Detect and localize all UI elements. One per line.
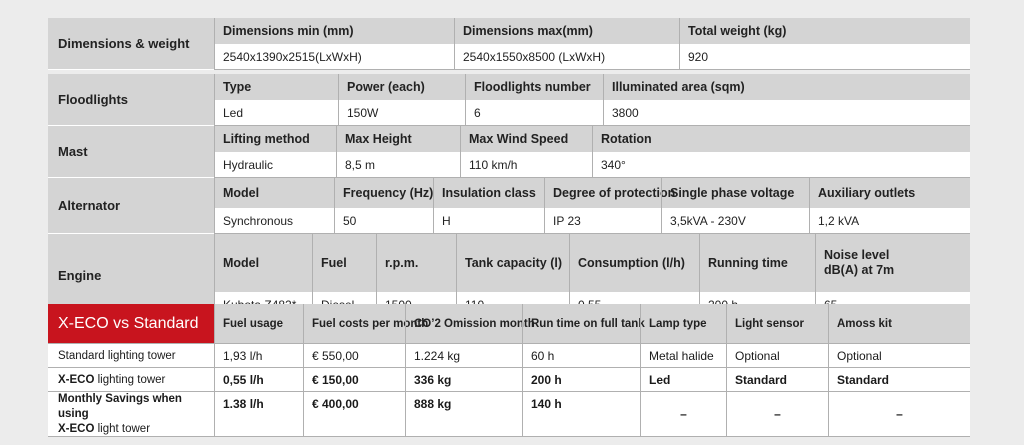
header-cell: Max Height xyxy=(336,126,460,152)
value-cell: – xyxy=(640,392,726,436)
header-cell: Lifting method xyxy=(214,126,336,152)
value-cell: 1.38 l/h xyxy=(214,392,303,436)
spec-sheet xyxy=(48,18,970,436)
header-cell: Degree of protection xyxy=(544,178,661,208)
header-cell: Insulation class xyxy=(433,178,544,208)
header-cell: Frequency (Hz) xyxy=(334,178,433,208)
value-cell: 1,93 l/h xyxy=(214,344,303,368)
comparison-row-savings xyxy=(48,391,970,437)
value-cell: 336 kg xyxy=(405,368,522,392)
comparison-title: X-ECO vs Standard xyxy=(48,304,214,343)
header-cell: Lamp type xyxy=(640,304,726,343)
value-cell: Led xyxy=(640,368,726,392)
header-row xyxy=(214,126,970,152)
value-cell: 3800 xyxy=(603,100,970,125)
section-label-mast: Mast xyxy=(48,126,214,178)
value-row xyxy=(214,208,970,234)
comparison-header-row xyxy=(48,304,970,343)
comparison-row-xeco xyxy=(48,367,970,392)
brand-text: X-ECO xyxy=(58,373,95,386)
header-cell: Dimensions max(mm) xyxy=(454,18,679,44)
header-cell: Single phase voltage xyxy=(661,178,809,208)
header-cell: Type xyxy=(214,74,338,100)
value-cell: € 150,00 xyxy=(303,368,405,392)
value-cell: 888 kg xyxy=(405,392,522,436)
header-cell: Floodlights number xyxy=(465,74,603,100)
value-cell: Standard xyxy=(828,368,970,392)
value-cell: 2540x1550x8500 (LxWxH) xyxy=(454,44,679,69)
comparison-row-standard xyxy=(48,343,970,368)
value-cell: Standard xyxy=(726,368,828,392)
value-cell: 50 xyxy=(334,208,433,233)
value-cell: Hydraulic xyxy=(214,152,336,177)
section-floodlights xyxy=(48,74,970,126)
header-cell: Fuel usage xyxy=(214,304,303,343)
value-cell: € 400,00 xyxy=(303,392,405,436)
noise-level-line2: dB(A) at 7m xyxy=(824,263,895,277)
value-cell: 8,5 m xyxy=(336,152,460,177)
header-row xyxy=(214,234,970,292)
header-cell: Total weight (kg) xyxy=(679,18,970,44)
value-cell: € 550,00 xyxy=(303,344,405,368)
header-cell: Light sensor xyxy=(726,304,828,343)
header-cell: Consumption (l/h) xyxy=(569,234,699,292)
value-cell: 140 h xyxy=(522,392,640,436)
section-mast xyxy=(48,126,970,178)
noise-level-line1: Noise level xyxy=(824,248,890,262)
value-cell: 0,55 l/h xyxy=(214,368,303,392)
value-cell: 150W xyxy=(338,100,465,125)
brand-text: X-ECO xyxy=(58,422,95,435)
row-label: Standard lighting tower xyxy=(58,349,176,362)
header-cell-noise xyxy=(815,234,970,292)
header-cell: Model xyxy=(214,178,334,208)
value-cell: H xyxy=(433,208,544,233)
section-label-dimensions: Dimensions & weight xyxy=(48,18,214,70)
value-cell: 60 h xyxy=(522,344,640,368)
value-cell: – xyxy=(726,392,828,436)
section-alternator xyxy=(48,178,970,234)
header-cell: Auxiliary outlets xyxy=(809,178,970,208)
header-row xyxy=(214,18,970,44)
value-cell: 1.224 kg xyxy=(405,344,522,368)
section-comparison xyxy=(48,304,970,436)
header-cell: Model xyxy=(214,234,312,292)
section-label-engine: Engine xyxy=(48,234,214,318)
value-cell: 340° xyxy=(592,152,970,177)
value-row xyxy=(214,100,970,126)
value-row xyxy=(214,44,970,70)
header-cell: Run time on full tank xyxy=(522,304,640,343)
value-cell: Led xyxy=(214,100,338,125)
header-cell: Rotation xyxy=(592,126,970,152)
header-cell: CO’2 Omission month xyxy=(405,304,522,343)
value-cell: 920 xyxy=(679,44,970,69)
section-dimensions xyxy=(48,18,970,70)
row-label-line2 xyxy=(58,422,150,437)
header-cell: Fuel xyxy=(312,234,376,292)
header-cell: Tank capacity (l) xyxy=(456,234,569,292)
value-cell: 1,2 kVA xyxy=(809,208,970,233)
value-cell: 2540x1390x2515(LxWxH) xyxy=(214,44,454,69)
section-label-alternator: Alternator xyxy=(48,178,214,234)
value-cell: Optional xyxy=(828,344,970,368)
row-label xyxy=(48,392,214,436)
value-cell: Optional xyxy=(726,344,828,368)
value-cell: 200 h xyxy=(522,368,640,392)
value-cell: 3,5kVA - 230V xyxy=(661,208,809,233)
row-label-rest: light tower xyxy=(94,422,151,435)
section-label-floodlights: Floodlights xyxy=(48,74,214,126)
header-row xyxy=(214,178,970,208)
value-row xyxy=(214,152,970,178)
value-cell: 6 xyxy=(465,100,603,125)
header-row xyxy=(214,74,970,100)
value-cell: IP 23 xyxy=(544,208,661,233)
value-cell: Metal halide xyxy=(640,344,726,368)
header-cell: Power (each) xyxy=(338,74,465,100)
row-label-line1: Monthly Savings when using xyxy=(58,392,182,420)
row-label-rest: lighting tower xyxy=(94,373,166,386)
header-cell: Max Wind Speed xyxy=(460,126,592,152)
value-cell: Synchronous xyxy=(214,208,334,233)
header-cell: Running time xyxy=(699,234,815,292)
row-label xyxy=(48,368,214,392)
header-cell: Illuminated area (sqm) xyxy=(603,74,970,100)
header-cell: Amoss kit xyxy=(828,304,970,343)
header-cell: Dimensions min (mm) xyxy=(214,18,454,44)
value-cell: – xyxy=(828,392,970,436)
header-cell: Fuel costs per month xyxy=(303,304,405,343)
value-cell: 110 km/h xyxy=(460,152,592,177)
header-cell: r.p.m. xyxy=(376,234,456,292)
